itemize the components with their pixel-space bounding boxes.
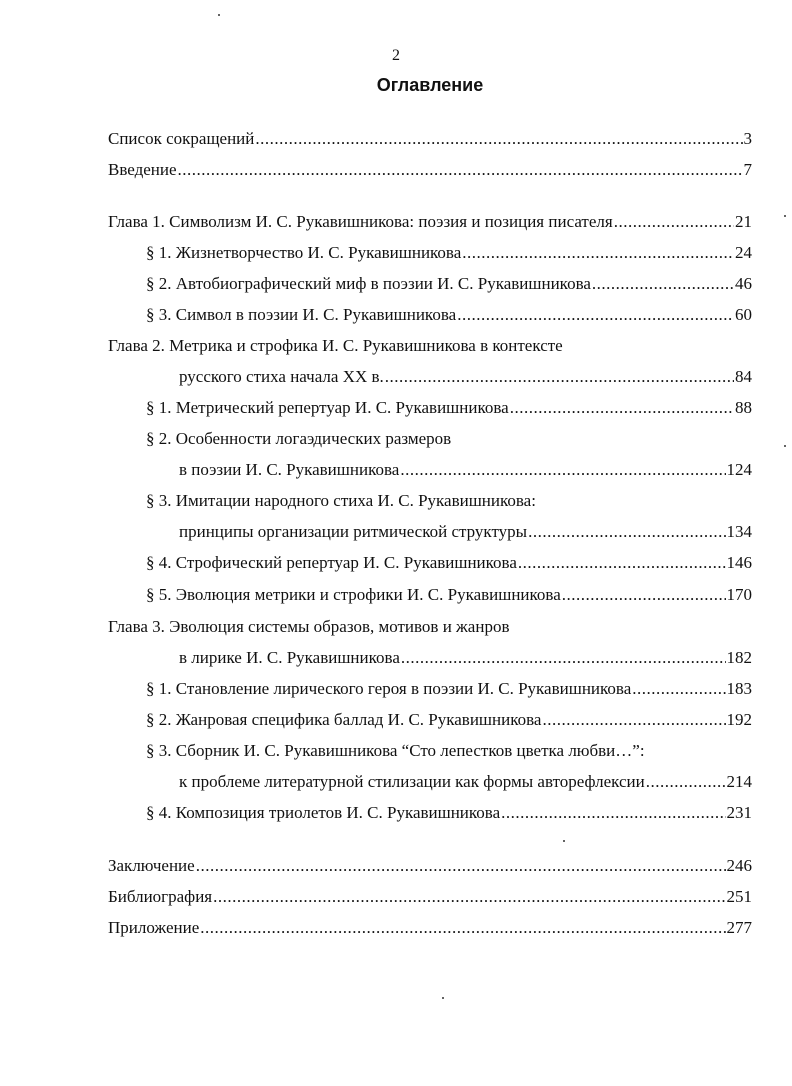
leader-dots (213, 886, 725, 908)
leader-dots (646, 771, 726, 793)
toc-entry-page: 146 (726, 553, 752, 572)
toc-entry-page: 251 (726, 887, 752, 906)
toc-entry-page: 277 (726, 918, 752, 937)
toc-entry-title: Глава 3. Эволюция системы образов, мотивов и жанров (108, 617, 510, 636)
toc-entry (108, 886, 752, 908)
leader-dots (562, 584, 726, 606)
toc-entry-page: 124 (726, 460, 752, 479)
toc-entry-title: Заключение (108, 856, 195, 875)
toc-entry (146, 242, 752, 264)
leader-dots (501, 802, 725, 824)
scan-speck (784, 445, 786, 447)
toc-entry (146, 584, 752, 606)
leader-dots (385, 366, 734, 388)
toc-entry-title: к проблеме литературной стилизации как формы авторефлексии (179, 772, 645, 791)
toc-entry (179, 521, 752, 543)
toc-entry (146, 273, 752, 295)
toc-entry-title: § 5. Эволюция метрики и строфики И. С. Рукавишникова (146, 585, 561, 604)
leader-dots (255, 128, 742, 150)
toc-entry-page: 170 (726, 585, 752, 604)
page-title: Оглавление (376, 75, 484, 95)
toc-entry (146, 397, 752, 419)
toc-entry-page: 7 (743, 160, 752, 179)
leader-dots (528, 521, 725, 543)
toc-entry-title: § 2. Автобиографический миф в поэзии И. С. Рукавишникова (146, 274, 591, 293)
toc-entry-title: § 2. Особенности логаэдических размеров (146, 429, 452, 448)
toc-entry (108, 917, 752, 939)
toc-entry-title: § 4. Композиция триолетов И. С. Рукавишникова (146, 803, 501, 822)
toc-entry-page: 183 (726, 679, 752, 698)
scan-speck (784, 215, 786, 217)
leader-dots (196, 855, 726, 877)
toc-entry-title: § 3. Сборник И. С. Рукавишникова “Сто лепестков цветка любви…”: (146, 741, 645, 760)
toc-entry-title: § 3. Символ в поэзии И. С. Рукавишникова (146, 305, 457, 324)
page-number: 2 (392, 47, 400, 64)
toc-entry-page: 84 (735, 367, 752, 386)
toc-entry-page: 88 (735, 398, 752, 417)
toc-entry-title: в лирике И. С. Рукавишникова (179, 648, 400, 667)
toc-entry (146, 304, 752, 326)
leader-dots (510, 397, 734, 419)
toc-entry (179, 366, 752, 388)
leader-dots (518, 552, 726, 574)
toc-entry (146, 802, 752, 824)
toc-entry-title: принципы организации ритмической структуры (179, 522, 528, 541)
toc-entry (108, 159, 752, 181)
toc-entry-page: 192 (726, 710, 752, 729)
toc-entry-page: 231 (726, 803, 752, 822)
scan-speck (218, 14, 220, 16)
toc-entry-title: § 1. Жизнетворчество И. С. Рукавишникова (146, 243, 462, 262)
toc-entry-title: Глава 2. Метрика и строфика И. С. Рукавишникова в контексте (108, 336, 563, 355)
toc-entry-page: 60 (735, 305, 752, 324)
leader-dots (462, 242, 734, 264)
toc-entry-title: в поэзии И. С. Рукавишникова (179, 460, 400, 479)
toc-entry-title: § 3. Имитации народного стиха И. С. Рукавишникова: (146, 491, 536, 510)
toc-entry-page: 182 (726, 648, 752, 667)
toc-entry (179, 459, 752, 481)
toc-entry-title: Введение (108, 160, 177, 179)
toc-entry (179, 771, 752, 793)
toc-entry-page: 214 (726, 772, 752, 791)
toc-entry-page: 21 (735, 212, 752, 231)
toc-entry (108, 128, 752, 150)
leader-dots (178, 159, 743, 181)
toc-entry (108, 855, 752, 877)
toc-entry-title: Библиография (108, 887, 213, 906)
toc-entry-page: 24 (735, 243, 752, 262)
toc-entry-page: 246 (726, 856, 752, 875)
leader-dots (401, 647, 726, 669)
leader-dots (457, 304, 734, 326)
toc-entry-page: 134 (726, 522, 752, 541)
toc-entry-page: 46 (735, 274, 752, 293)
leader-dots (400, 459, 725, 481)
toc-entry-title: § 4. Строфический репертуар И. С. Рукавишникова (146, 553, 517, 572)
leader-dots (200, 917, 725, 939)
toc-entry (146, 678, 752, 700)
leader-dots (592, 273, 734, 295)
toc-entry-page: 3 (743, 129, 752, 148)
leader-dots (542, 709, 725, 731)
toc-entry-title: Список сокращений (108, 129, 255, 148)
scan-speck (563, 840, 565, 842)
toc-entry-title: § 2. Жанровая специфика баллад И. С. Рукавишникова (146, 710, 542, 729)
toc-entry-title: русского стиха начала XX в. (179, 367, 384, 386)
toc-entry-title: Приложение (108, 918, 200, 937)
leader-dots (632, 678, 725, 700)
scan-speck (442, 997, 444, 999)
toc-entry-title: § 1. Становление лирического героя в поэзии И. С. Рукавишникова (146, 679, 632, 698)
toc-entry-title: Глава 1. Символизм И. С. Рукавишникова: поэзия и позиция писателя (108, 212, 613, 231)
toc-entry (108, 211, 752, 233)
toc-entry (146, 552, 752, 574)
toc-entry (179, 647, 752, 669)
leader-dots (614, 211, 734, 233)
toc-entry-title: § 1. Метрический репертуар И. С. Рукавишникова (146, 398, 509, 417)
toc-entry (146, 709, 752, 731)
